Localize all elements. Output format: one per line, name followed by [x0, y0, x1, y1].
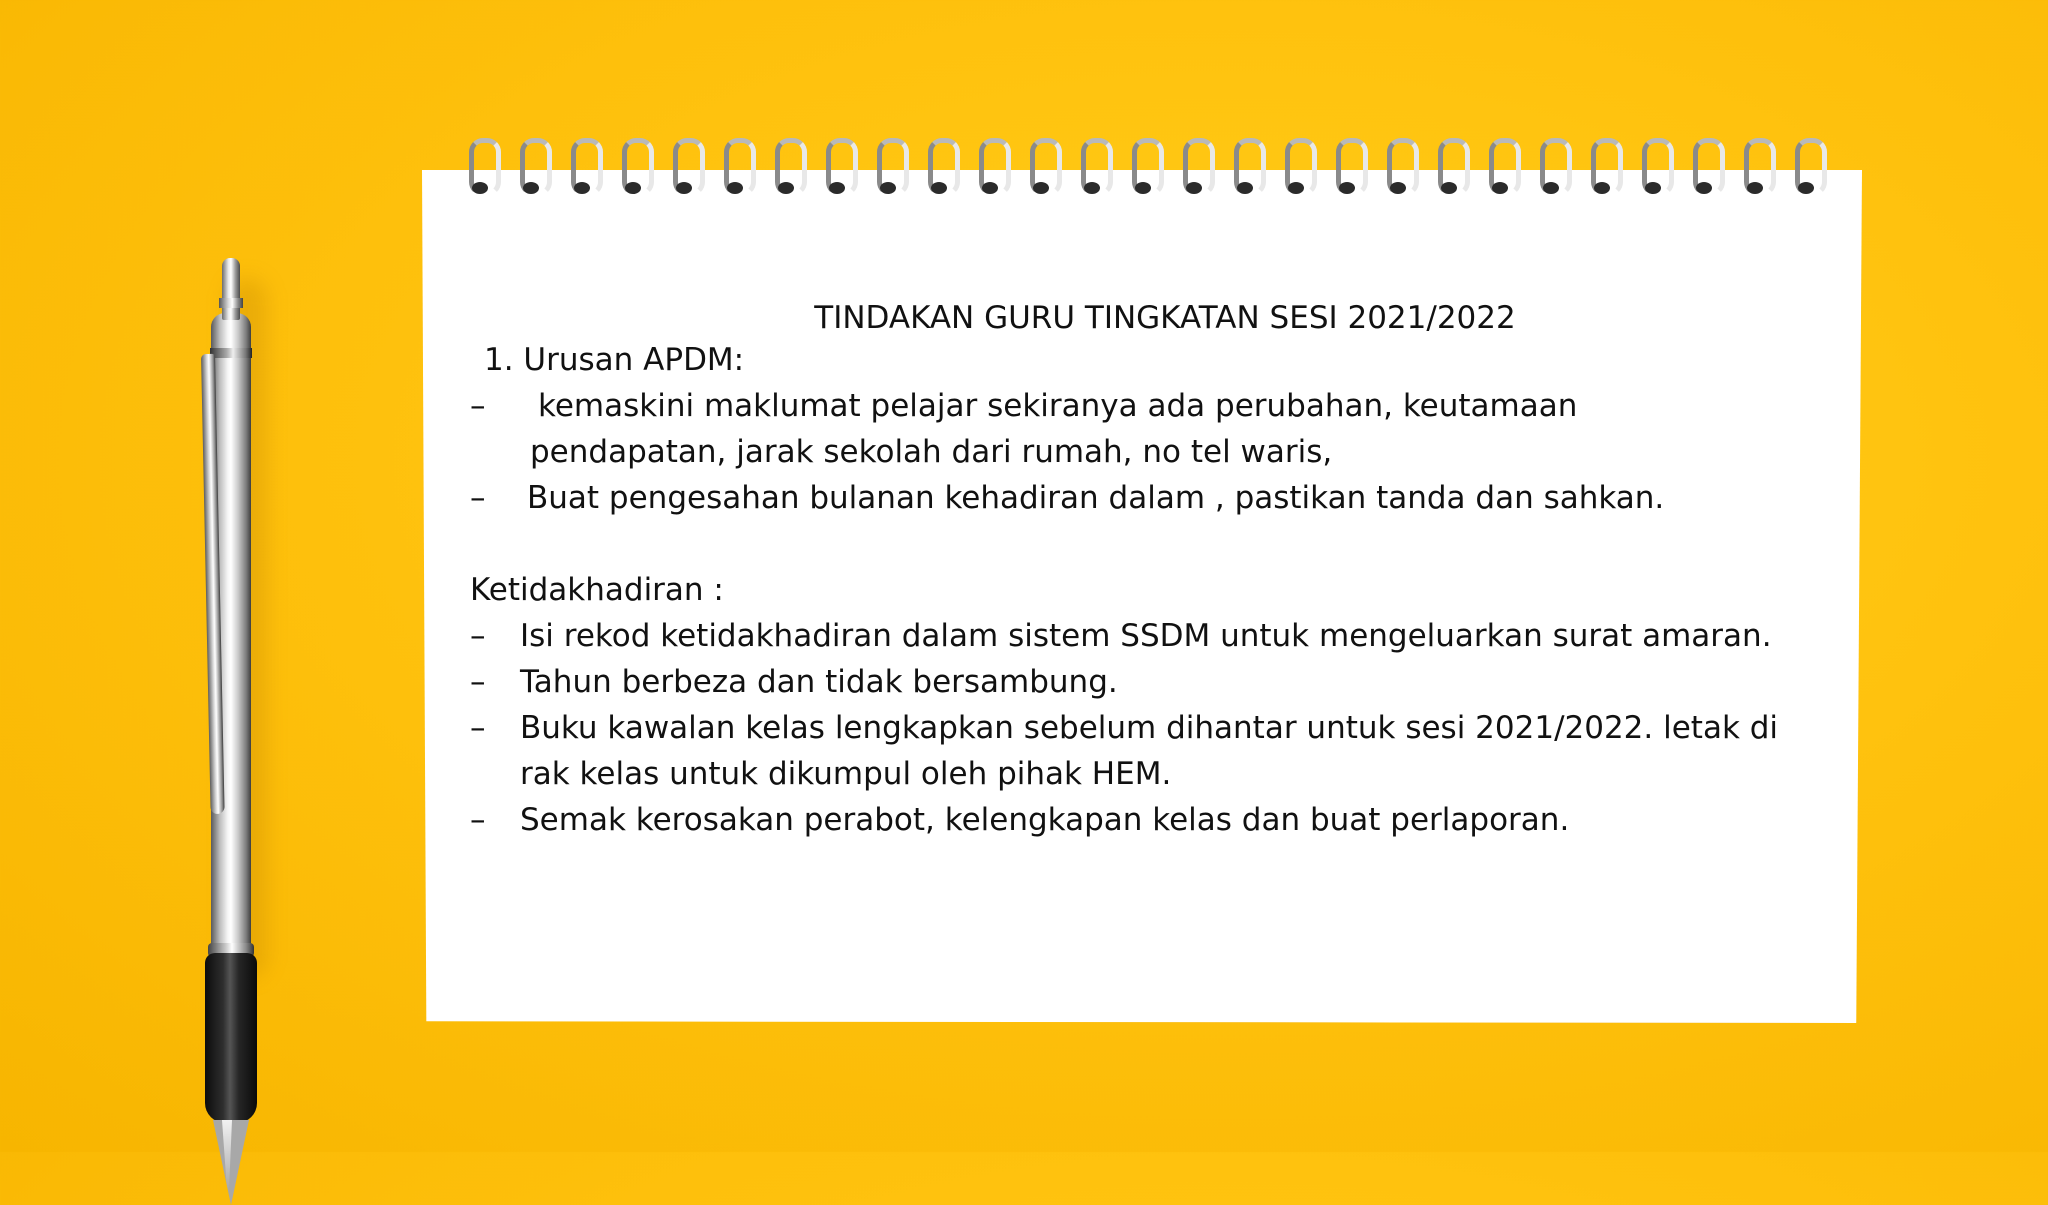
dash-bullet: – [470, 388, 486, 424]
spiral-ring [670, 138, 704, 202]
spiral-punch-hole [1288, 182, 1304, 194]
spiral-ring [1792, 138, 1826, 202]
spiral-ring [1741, 138, 1775, 202]
spiral-punch-hole [1135, 182, 1151, 194]
spiral-punch-hole [778, 182, 794, 194]
spiral-punch-hole [1339, 182, 1355, 194]
dash-bullet: – [470, 480, 486, 516]
list-item-text: Isi rekod ketidakhadiran dalam sistem SSDM untuk mengeluarkan surat amaran. [520, 618, 1772, 654]
pen-illustration [195, 258, 265, 978]
pen-plunger-ring [219, 298, 243, 308]
spiral-punch-hole [1033, 182, 1049, 194]
spiral-punch-hole [1441, 182, 1457, 194]
spiral-ring [1588, 138, 1622, 202]
spiral-ring [1078, 138, 1112, 202]
list-item-text: kemaskini maklumat pelajar sekiranya ada perubahan, keutamaan [538, 388, 1578, 424]
list-item-text: Buku kawalan kelas lengkapkan sebelum dihantar untuk sesi 2021/2022. letak di [520, 710, 1779, 746]
section-heading-ketidakhadiran: Ketidakhadiran : [470, 572, 724, 608]
spiral-ring [568, 138, 602, 202]
dash-bullet: – [470, 664, 486, 700]
section-heading-apdm: 1. Urusan APDM: [484, 342, 745, 378]
spiral-ring [1690, 138, 1724, 202]
dash-bullet: – [470, 802, 486, 838]
spiral-ring [976, 138, 1010, 202]
spiral-punch-hole [727, 182, 743, 194]
spiral-punch-hole [1084, 182, 1100, 194]
spiral-ring [1639, 138, 1673, 202]
spiral-punch-hole [1186, 182, 1202, 194]
spiral-ring [1027, 138, 1061, 202]
spiral-ring [466, 138, 500, 202]
spiral-punch-hole [1594, 182, 1610, 194]
list-item-continuation: pendapatan, jarak sekolah dari rumah, no tel waris, [530, 434, 1333, 470]
list-item-text: Buat pengesahan bulanan kehadiran dalam , pastikan tanda dan sahkan. [527, 480, 1665, 516]
spiral-binding [466, 138, 1826, 208]
spiral-punch-hole [1645, 182, 1661, 194]
spiral-ring [1333, 138, 1367, 202]
spiral-punch-hole [1798, 182, 1814, 194]
spiral-ring [1384, 138, 1418, 202]
spiral-punch-hole [1543, 182, 1559, 194]
spiral-punch-hole [1696, 182, 1712, 194]
pen-grip [205, 953, 257, 1123]
spiral-punch-hole [1237, 182, 1253, 194]
spiral-punch-hole [829, 182, 845, 194]
spiral-punch-hole [1747, 182, 1763, 194]
spiral-ring [925, 138, 959, 202]
spiral-ring [1282, 138, 1316, 202]
spiral-punch-hole [625, 182, 641, 194]
spiral-ring [1231, 138, 1265, 202]
spiral-ring [619, 138, 653, 202]
spiral-ring [1180, 138, 1214, 202]
spiral-punch-hole [472, 182, 488, 194]
spiral-punch-hole [982, 182, 998, 194]
spiral-ring [1537, 138, 1571, 202]
spiral-punch-hole [880, 182, 896, 194]
list-item-continuation: rak kelas untuk dikumpul oleh pihak HEM. [520, 756, 1172, 792]
spiral-ring [874, 138, 908, 202]
spiral-punch-hole [523, 182, 539, 194]
spiral-punch-hole [574, 182, 590, 194]
spiral-punch-hole [1390, 182, 1406, 194]
list-item-text: Semak kerosakan perabot, kelengkapan kelas dan buat perlaporan. [520, 802, 1570, 838]
spiral-ring [721, 138, 755, 202]
dash-bullet: – [470, 618, 486, 654]
spiral-punch-hole [1492, 182, 1508, 194]
spiral-ring [823, 138, 857, 202]
dash-bullet: – [470, 710, 486, 746]
spiral-ring [517, 138, 551, 202]
list-item-text: Tahun berbeza dan tidak bersambung. [520, 664, 1118, 700]
pen-plunger [222, 258, 240, 320]
pen-band [210, 348, 252, 358]
spiral-ring [772, 138, 806, 202]
spiral-ring [1129, 138, 1163, 202]
spiral-ring [1486, 138, 1520, 202]
page-title: TINDAKAN GURU TINGKATAN SESI 2021/2022 [814, 300, 1516, 336]
spiral-punch-hole [931, 182, 947, 194]
spiral-punch-hole [676, 182, 692, 194]
spiral-ring [1435, 138, 1469, 202]
